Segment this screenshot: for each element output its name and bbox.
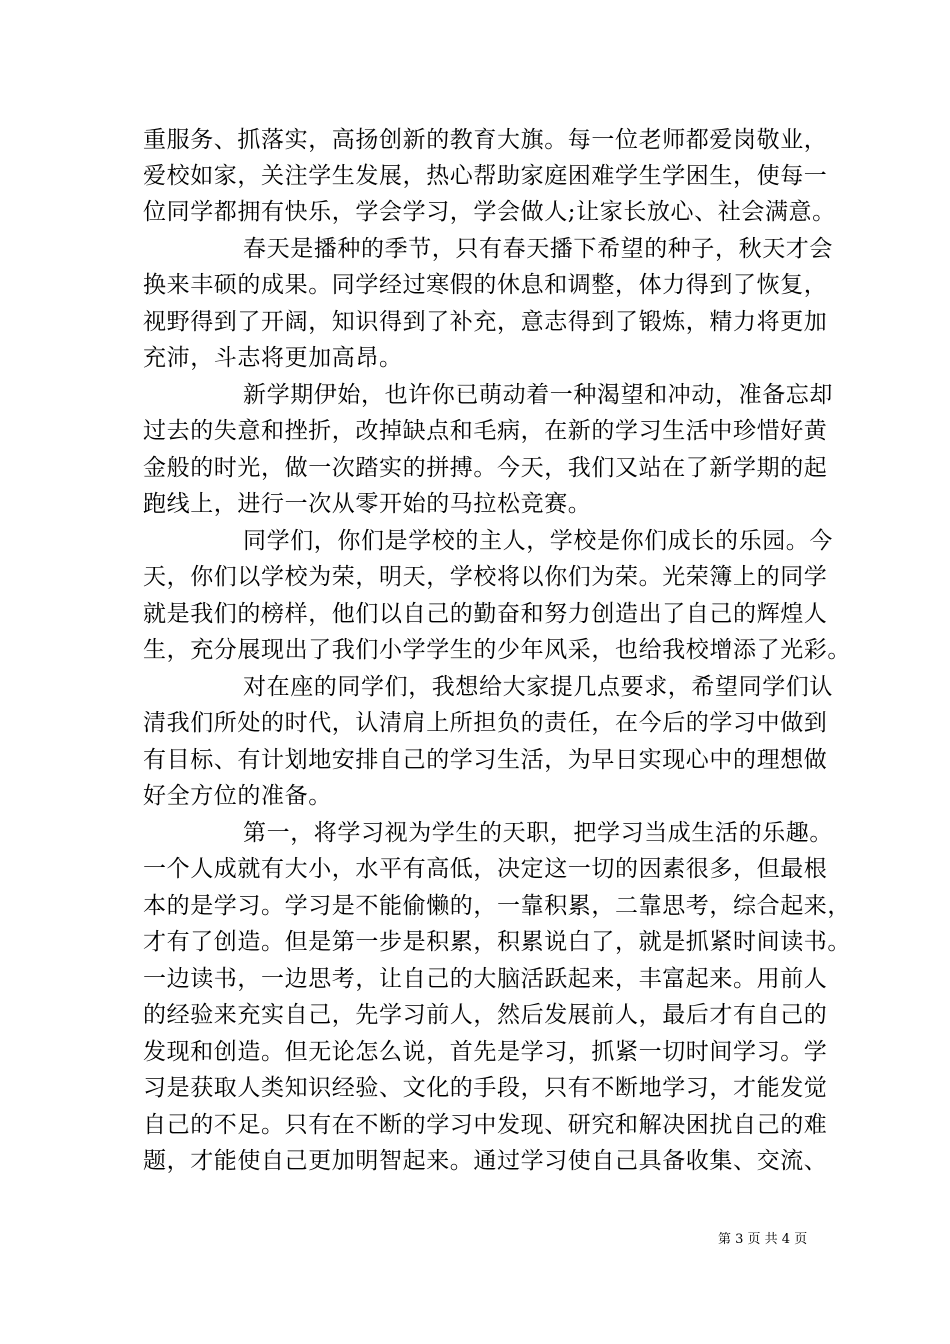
text-line: 习是获取人类知识经验、文化的手段，只有不断地学习，才能发觉 [143, 1075, 828, 1101]
paragraph-start-line: 新学期伊始，也许你已萌动着一种渴望和冲动，准备忘却 [243, 382, 833, 408]
text-line: 过去的失意和挫折，改掉缺点和毛病，在新的学习生活中珍惜好黄 [143, 418, 828, 444]
text-line: 清我们所处的时代，认清肩上所担负的责任，在今后的学习中做到 [143, 710, 828, 736]
text-line: 就是我们的榜样，他们以自己的勤奋和努力创造出了自己的辉煌人 [143, 601, 828, 627]
text-line: 重服务、抓落实，高扬创新的教育大旗。每一位老师都爱岗敬业， [143, 127, 828, 153]
text-line: 跑线上，进行一次从零开始的马拉松竞赛。 [143, 491, 592, 517]
text-line: 有目标、有计划地安排自己的学习生活，为早日实现心中的理想做 [143, 747, 828, 773]
paragraph-start-line: 春天是播种的季节，只有春天播下希望的种子，秋天才会 [243, 236, 833, 262]
text-line: 好全方位的准备。 [143, 783, 332, 809]
page-number-label: 第 3 页 共 4 页 [718, 1232, 808, 1247]
text-line: 充沛，斗志将更加高昂。 [143, 345, 403, 371]
page-number-footer [718, 1231, 807, 1249]
text-line: 生，充分展现出了我们小学学生的少年风采，也给我校增添了光彩。 [143, 637, 851, 663]
text-line: 本的是学习。学习是不能偷懒的，一靠积累，二靠思考，综合起来， [143, 893, 851, 919]
text-line: 视野得到了开阔，知识得到了补充，意志得到了锻炼，精力将更加 [143, 309, 828, 335]
text-line: 爱校如家，关注学生发展，热心帮助家庭困难学生学困生，使每一 [143, 163, 828, 189]
paragraph-start-line: 同学们，你们是学校的主人，学校是你们成长的乐园。今 [243, 528, 833, 554]
text-line: 题，才能使自己更加明智起来。通过学习使自己具备收集、交流、 [143, 1148, 828, 1174]
text-line: 换来丰硕的成果。同学经过寒假的休息和调整，体力得到了恢复， [143, 272, 828, 298]
text-line: 位同学都拥有快乐，学会学习，学会做人;让家长放心、社会满意。 [143, 199, 836, 225]
text-line: 的经验来充实自己，先学习前人，然后发展前人，最后才有自己的 [143, 1002, 828, 1028]
text-line: 才有了创造。但是第一步是积累，积累说白了，就是抓紧时间读书。 [143, 929, 851, 955]
text-line: 一个人成就有大小，水平有高低，决定这一切的因素很多，但最根 [143, 856, 828, 882]
paragraph-start-line: 第一，将学习视为学生的天职，把学习当成生活的乐趣。 [243, 820, 833, 846]
text-line: 一边读书，一边思考，让自己的大脑活跃起来，丰富起来。用前人 [143, 966, 828, 992]
text-line: 天，你们以学校为荣，明天，学校将以你们为荣。光荣簿上的同学 [143, 564, 828, 590]
text-line: 自己的不足。只有在不断的学习中发现、研究和解决困扰自己的难 [143, 1112, 828, 1138]
text-line: 发现和创造。但无论怎么说，首先是学习，抓紧一切时间学习。学 [143, 1039, 828, 1065]
text-line: 金般的时光，做一次踏实的拼搏。今天，我们又站在了新学期的起 [143, 455, 828, 481]
paragraph-start-line: 对在座的同学们，我想给大家提几点要求，希望同学们认 [243, 674, 833, 700]
